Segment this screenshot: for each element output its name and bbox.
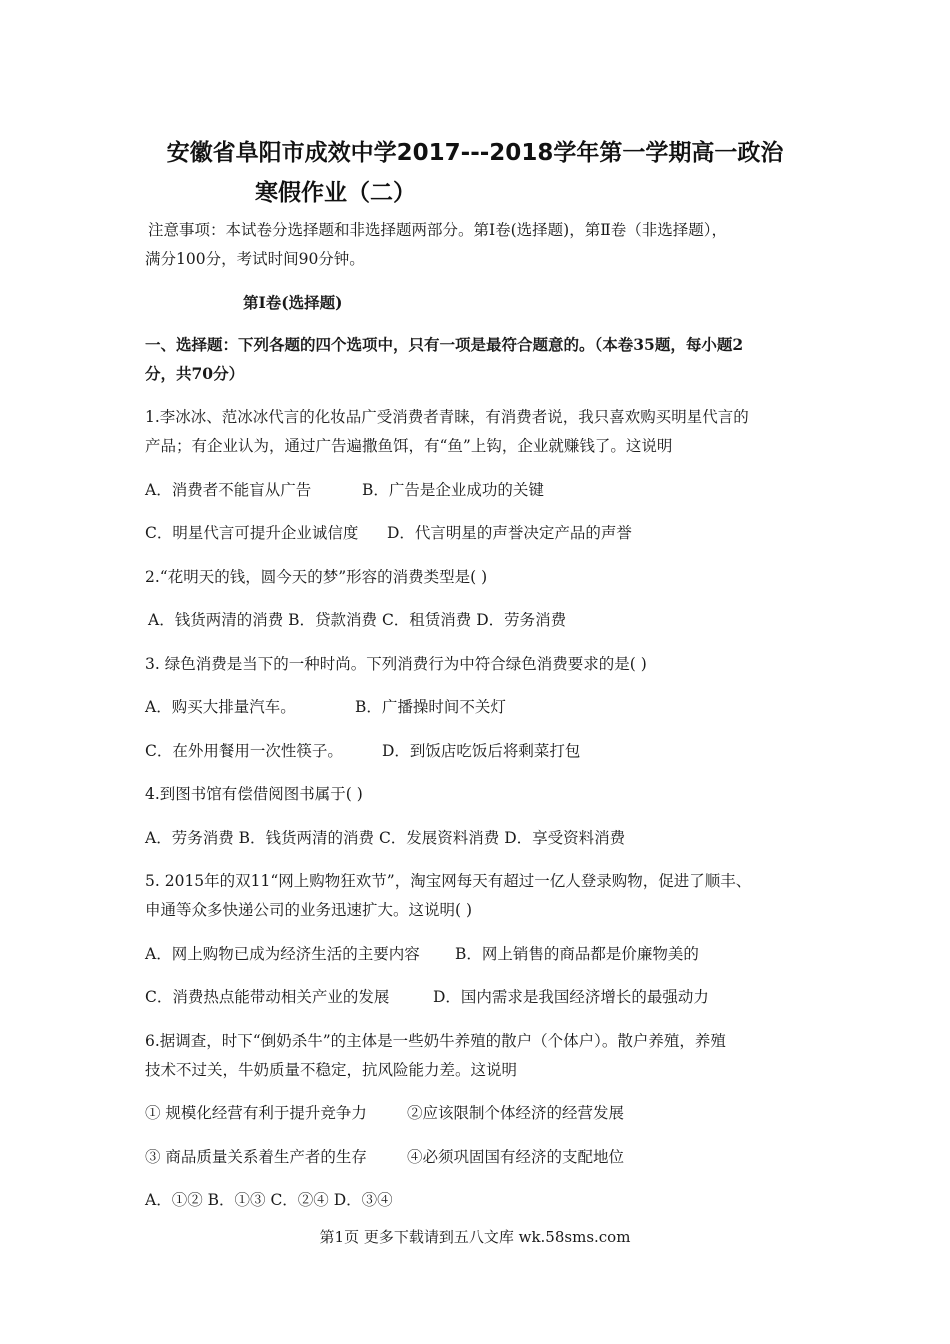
part-one-instruction-line1: 一、选择题：下列各题的四个选项中，只有一项是最符合题意的。（本卷35题，每小题2	[145, 335, 744, 354]
q5-stem-line2: 申通等众多快递公司的业务迅速扩大。这说明( )	[145, 901, 473, 919]
q6-statement-1: ① 规模化经营有利于提升竞争力	[145, 1104, 367, 1122]
q5-option-a: A．网上购物已成为经济生活的主要内容	[145, 945, 420, 963]
document-title-line1: 安徽省阜阳市成效中学2017---2018学年第一学期高一政治	[166, 140, 784, 166]
q5-option-c: C．消费热点能带动相关产业的发展	[145, 988, 390, 1006]
q6-statement-4: ④必须巩固国有经济的支配地位	[407, 1148, 625, 1166]
q5-option-b: B．网上销售的商品都是价廉物美的	[455, 945, 699, 963]
document-title-line2: 寒假作业（二）	[255, 180, 416, 206]
q1-option-row2	[145, 521, 632, 543]
notice-line2: 满分100分，考试时间90分钟。	[145, 250, 365, 268]
q1-option-row1	[145, 478, 544, 500]
q6-statement-row2	[145, 1145, 624, 1167]
q3-option-d: D．到饭店吃饭后将剩菜打包	[382, 742, 581, 760]
q6-stem-line2: 技术不过关，牛奶质量不稳定，抗风险能力差。这说明	[145, 1061, 518, 1079]
q1-stem-line1: 1.李冰冰、范冰冰代言的化妆品广受消费者青睐，有消费者说，我只喜欢购买明星代言的	[145, 408, 749, 426]
notice-line1: 注意事项：本试卷分选择题和非选择题两部分。第Ⅰ卷(选择题)，第Ⅱ卷（非选择题），	[148, 221, 728, 239]
q1-option-a: A．消费者不能盲从广告	[145, 481, 312, 499]
q6-statement-row1	[145, 1101, 624, 1123]
q1-option-b: B．广告是企业成功的关键	[362, 481, 544, 499]
q5-option-d: D．国内需求是我国经济增长的最强动力	[433, 988, 709, 1006]
q5-option-row2	[145, 985, 709, 1007]
q1-stem-line2: 产品；有企业认为，通过广告遍撒鱼饵，有“鱼”上钩，企业就赚钱了。这说明	[145, 437, 673, 455]
section-heading: 第Ⅰ卷(选择题)	[243, 293, 343, 312]
q6-stem-line1: 6.据调查，时下“倒奶杀牛”的主体是一些奶牛养殖的散户（个体户）。散户养殖，养殖	[145, 1032, 726, 1050]
q2-stem: 2.“花明天的钱，圆今天的梦”形容的消费类型是( )	[145, 568, 488, 586]
q2-options: A．钱货两清的消费 B．贷款消费 C．租赁消费 D．劳务消费	[148, 611, 567, 629]
q5-option-row1	[145, 942, 699, 964]
page-footer: 第1页 更多下载请到五八文库 wk.58sms.com	[319, 1228, 631, 1246]
q3-option-c: C．在外用餐用一次性筷子。	[145, 742, 343, 760]
q3-stem: 3. 绿色消费是当下的一种时尚。下列消费行为中符合绿色消费要求的是( )	[145, 655, 647, 673]
q3-option-a: A．购买大排量汽车。	[145, 698, 296, 716]
q6-statement-3: ③ 商品质量关系着生产者的生存	[145, 1148, 367, 1166]
part-one-instruction-line2: 分，共70分）	[145, 364, 245, 383]
q6-statement-2: ②应该限制个体经济的经营发展	[407, 1104, 625, 1122]
q3-option-row2	[145, 739, 580, 761]
q4-stem: 4.到图书馆有偿借阅图书属于( )	[145, 785, 363, 803]
q6-options: A．①② B．①③ C．②④ D．③④	[145, 1191, 393, 1209]
q5-stem-line1: 5. 2015年的双11“网上购物狂欢节”，淘宝网每天有超过一亿人登录购物，促进了顺丰、	[145, 872, 752, 890]
q1-option-d: D．代言明星的声誉决定产品的声誉	[387, 524, 632, 542]
q3-option-b: B．广播操时间不关灯	[355, 698, 506, 716]
q4-options: A．劳务消费 B．钱货两清的消费 C．发展资料消费 D．享受资料消费	[145, 829, 626, 847]
q1-option-c: C．明星代言可提升企业诚信度	[145, 524, 359, 542]
q3-option-row1	[145, 695, 506, 717]
